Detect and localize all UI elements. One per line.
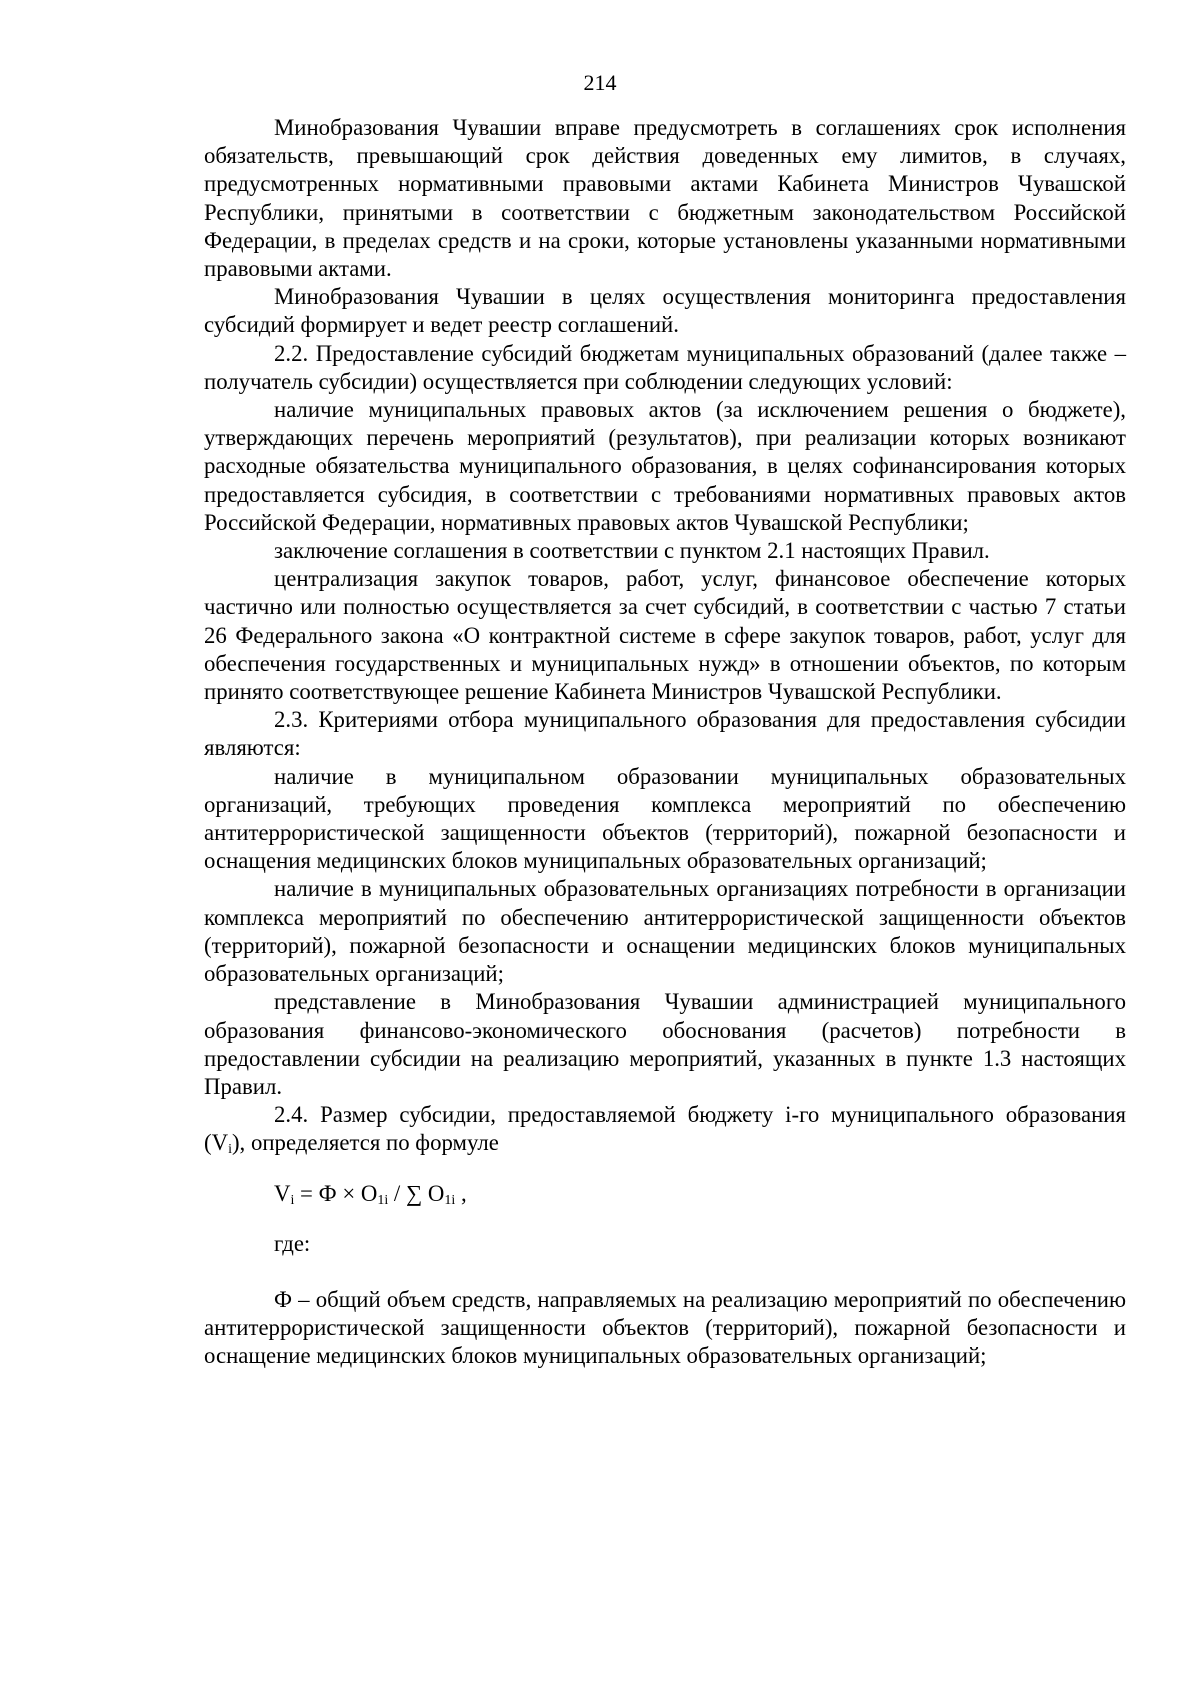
formula-lhs-sub: i	[290, 1192, 295, 1208]
formula-o2-sub: 1i	[444, 1192, 456, 1208]
formula	[204, 1180, 1126, 1208]
paragraph-2-4-start: 2.4. Размер субсидии, предоставляемой бюджету i-го муниципального образования (V	[204, 1102, 1126, 1156]
formula-divider: / ∑ O	[388, 1180, 445, 1206]
document-body	[204, 114, 1126, 1370]
definition-f: Ф – общий объем средств, направляемых на реализацию мероприятий по обеспечению антитеррористической защищенности объектов (территорий), пожарной безопасности и оснащение медицинских блоков муниципальных образовательных организаций;	[204, 1286, 1126, 1369]
paragraph: заключение соглашения в соответствии с пунктом 2.1 настоящих Правил.	[274, 538, 990, 564]
paragraph-2-4	[204, 1101, 1126, 1157]
subscript-i: i	[228, 1142, 232, 1158]
paragraph: Минобразования Чувашии вправе предусмотреть в соглашениях срок исполнения обязательств, превышающий срок действия доведенных ему лимитов, в случаях, предусмотренных нормативными правовыми актами Кабинета Министров Чувашской Республики, принятыми в соответствии с бюджетным законодательством Российской Федерации, в пределах средств и на сроки, которые установлены указанными нормативными правовыми актами.	[204, 115, 1126, 282]
paragraph: Минобразования Чувашии в целях осуществления мониторинга предоставления субсидий формирует и ведет реестр соглашений.	[204, 284, 1126, 338]
formula-lhs: V	[274, 1180, 291, 1206]
paragraph: 2.2. Предоставление субсидий бюджетам муниципальных образований (далее также – получатель субсидии) осуществляется при соблюдении следующих условий:	[204, 340, 1126, 394]
formula-o1-sub: 1i	[377, 1192, 389, 1208]
formula-tail: ,	[455, 1180, 467, 1206]
paragraph: 2.3. Критериями отбора муниципального образования для предоставления субсидии являются:	[204, 707, 1126, 761]
paragraph: наличие в муниципальном образовании муниципальных образовательных организаций, требующих проведения комплекса мероприятий по обеспечению антитеррористической защищенности объектов (территорий), пожарной безопасности и оснащения медицинских блоков муниципальных образовательных организаций;	[204, 763, 1126, 874]
page-number: 214	[583, 70, 617, 95]
paragraph: наличие в муниципальных образовательных организациях потребности в организации комплекса мероприятий по обеспечению антитеррористической защищенности объектов (территорий), пожарной безопасности и оснащении медицинских блоков муниципальных образовательных организаций;	[204, 876, 1126, 987]
formula-middle: = Ф × O	[294, 1180, 378, 1206]
paragraph: наличие муниципальных правовых актов (за исключением решения о бюджете), утверждающих перечень мероприятий (результатов), при реализации которых возникают расходные обязательства муниципального образования, в целях софинансирования которых предоставляется субсидия, в соответствии с требованиями нормативных правовых актов Российской Федерации, нормативных правовых актов Чувашской Республики;	[204, 397, 1126, 535]
paragraph-2-4-end: ), определяется по формуле	[231, 1130, 499, 1156]
paragraph: представление в Минобразования Чувашии администрацией муниципального образования финансово-экономического обоснования (расчетов) потребности в предоставлении субсидии на реализацию мероприятий, указанных в пункте 1.3 настоящих Правил.	[204, 989, 1126, 1099]
paragraph: централизация закупок товаров, работ, услуг, финансовое обеспечение которых частично или полностью осуществляется за счет субсидий, в соответствии с частью 7 статьи 26 Федерального закона «О контрактной системе в сфере закупок товаров, работ, услуг для обеспечения государственных и муниципальных нужд» в отношении объектов, по которым принято соответствующее решение Кабинета Министров Чувашской Республики.	[204, 566, 1126, 705]
where-label: где:	[274, 1230, 311, 1256]
